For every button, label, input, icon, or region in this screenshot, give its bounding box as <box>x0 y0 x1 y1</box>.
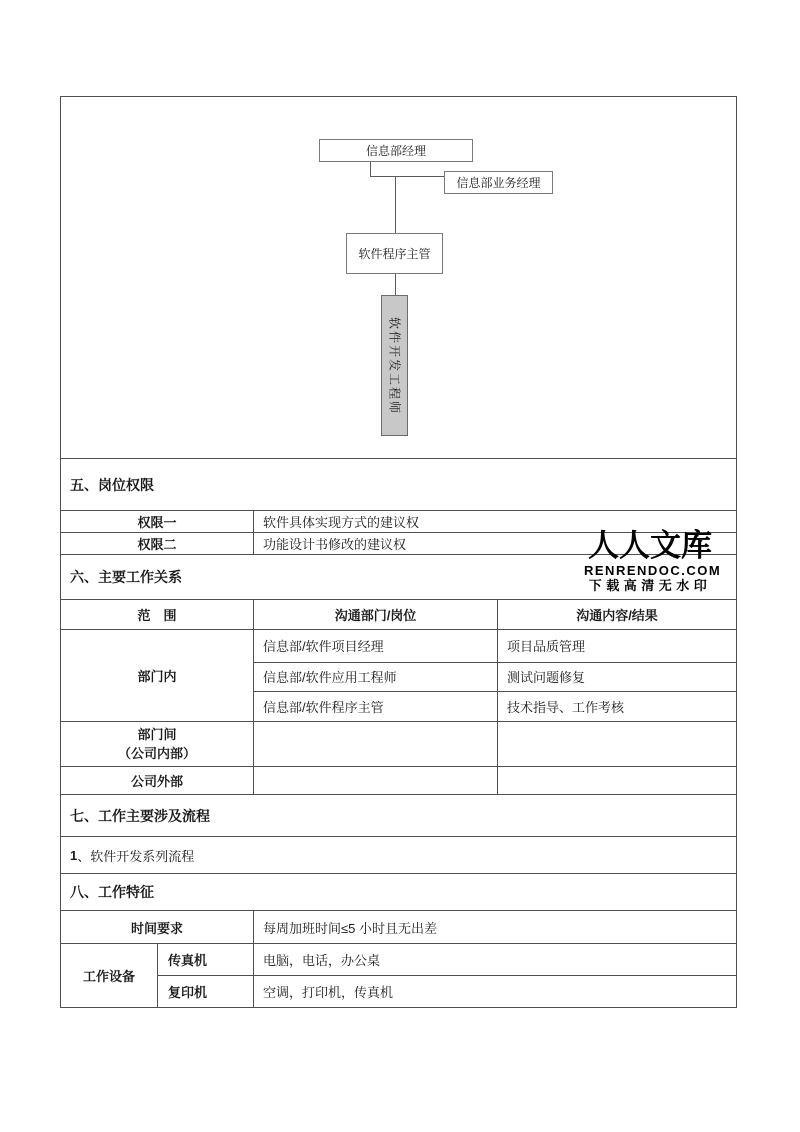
org-box-label: 信息部经理 <box>365 144 426 158</box>
org-box-program-supervisor <box>346 233 443 274</box>
content-cell <box>498 767 736 794</box>
scope-line2: （公司内部） <box>117 746 196 761</box>
equipment-name: 传真机 <box>158 944 254 975</box>
org-box-vertical-label: 软件开发工程师 <box>387 316 401 415</box>
section-six-title: 六、主要工作关系 <box>61 555 736 600</box>
equipment-name: 复印机 <box>158 976 254 1007</box>
scope-internal: 部门内 <box>61 630 254 721</box>
equipment-label: 工作设备 <box>61 944 158 1007</box>
relations-header-row <box>61 600 736 630</box>
header-dept: 沟通部门/岗位 <box>254 600 498 629</box>
table-row <box>254 630 736 663</box>
process-item-text: 、软件开发系列流程 <box>77 848 195 864</box>
content-cell: 项目品质管理 <box>507 639 586 655</box>
authority-value: 软件具体实现方式的建议权 <box>263 515 420 530</box>
watermark-title: 人人文库 <box>588 528 712 564</box>
table-row <box>254 663 736 693</box>
dept-cell: 信息部/软件程序主管 <box>254 692 498 721</box>
org-connector-v2 <box>395 176 396 233</box>
table-row <box>158 944 736 976</box>
header-scope: 范 围 <box>61 600 254 629</box>
dept-cell: 信息部/软件项目经理 <box>254 630 498 662</box>
org-connector-v1 <box>370 162 371 176</box>
dept-cell <box>254 722 498 766</box>
watermark-domain: RENRENDOC.COM <box>584 563 722 578</box>
content-cell: 测试问题修复 <box>507 670 586 686</box>
internal-rows <box>254 630 736 721</box>
org-chart-cell <box>61 97 736 459</box>
scope-line1: 部门间 <box>137 727 177 742</box>
content-cell: 技术指导、工作考核 <box>507 700 625 716</box>
org-box-label: 信息部业务经理 <box>456 176 541 190</box>
relations-external-row <box>61 767 736 795</box>
org-box-label: 软件程序主管 <box>358 247 431 261</box>
authority-row-1 <box>61 511 736 533</box>
relations-interdept-row <box>61 722 736 767</box>
table-row <box>158 976 736 1007</box>
position-description-table <box>60 96 737 1008</box>
section-seven-title: 七、工作主要涉及流程 <box>61 795 736 837</box>
time-requirement-value: 每周加班时间≤5 小时且无出差 <box>263 920 437 936</box>
equipment-value: 空调，打印机，传真机 <box>263 985 394 1000</box>
authority-row-2 <box>61 533 736 555</box>
watermark-tagline: 下载高清无水印 <box>588 578 712 593</box>
process-item-number: 1 <box>70 847 78 863</box>
equipment-rows <box>158 944 736 1007</box>
process-item-row <box>61 837 736 874</box>
authority-label: 权限一 <box>61 511 254 532</box>
time-requirement-label: 时间要求 <box>61 911 254 943</box>
scope-interdept <box>61 722 254 766</box>
dept-cell <box>254 767 498 794</box>
scope-external: 公司外部 <box>61 767 254 794</box>
org-box-business-manager <box>444 171 553 194</box>
equipment-value: 电脑，电话，办公桌 <box>263 953 381 968</box>
table-row <box>254 692 736 721</box>
relations-internal-block <box>61 630 736 722</box>
equipment-block <box>61 944 736 1007</box>
org-box-dev-engineer <box>381 295 408 436</box>
authority-label: 权限二 <box>61 533 254 554</box>
header-content: 沟通内容/结果 <box>576 608 658 623</box>
section-five-title: 五、岗位权限 <box>61 459 736 511</box>
time-requirement-row <box>61 911 736 944</box>
section-eight-title: 八、工作特征 <box>61 874 736 911</box>
content-cell <box>498 722 736 766</box>
org-connector-h1 <box>370 176 445 177</box>
org-connector-v3 <box>395 274 396 295</box>
dept-cell: 信息部/软件应用工程师 <box>254 663 498 692</box>
authority-value: 功能设计书修改的建议权 <box>263 537 407 552</box>
org-box-info-dept-manager <box>319 139 473 162</box>
